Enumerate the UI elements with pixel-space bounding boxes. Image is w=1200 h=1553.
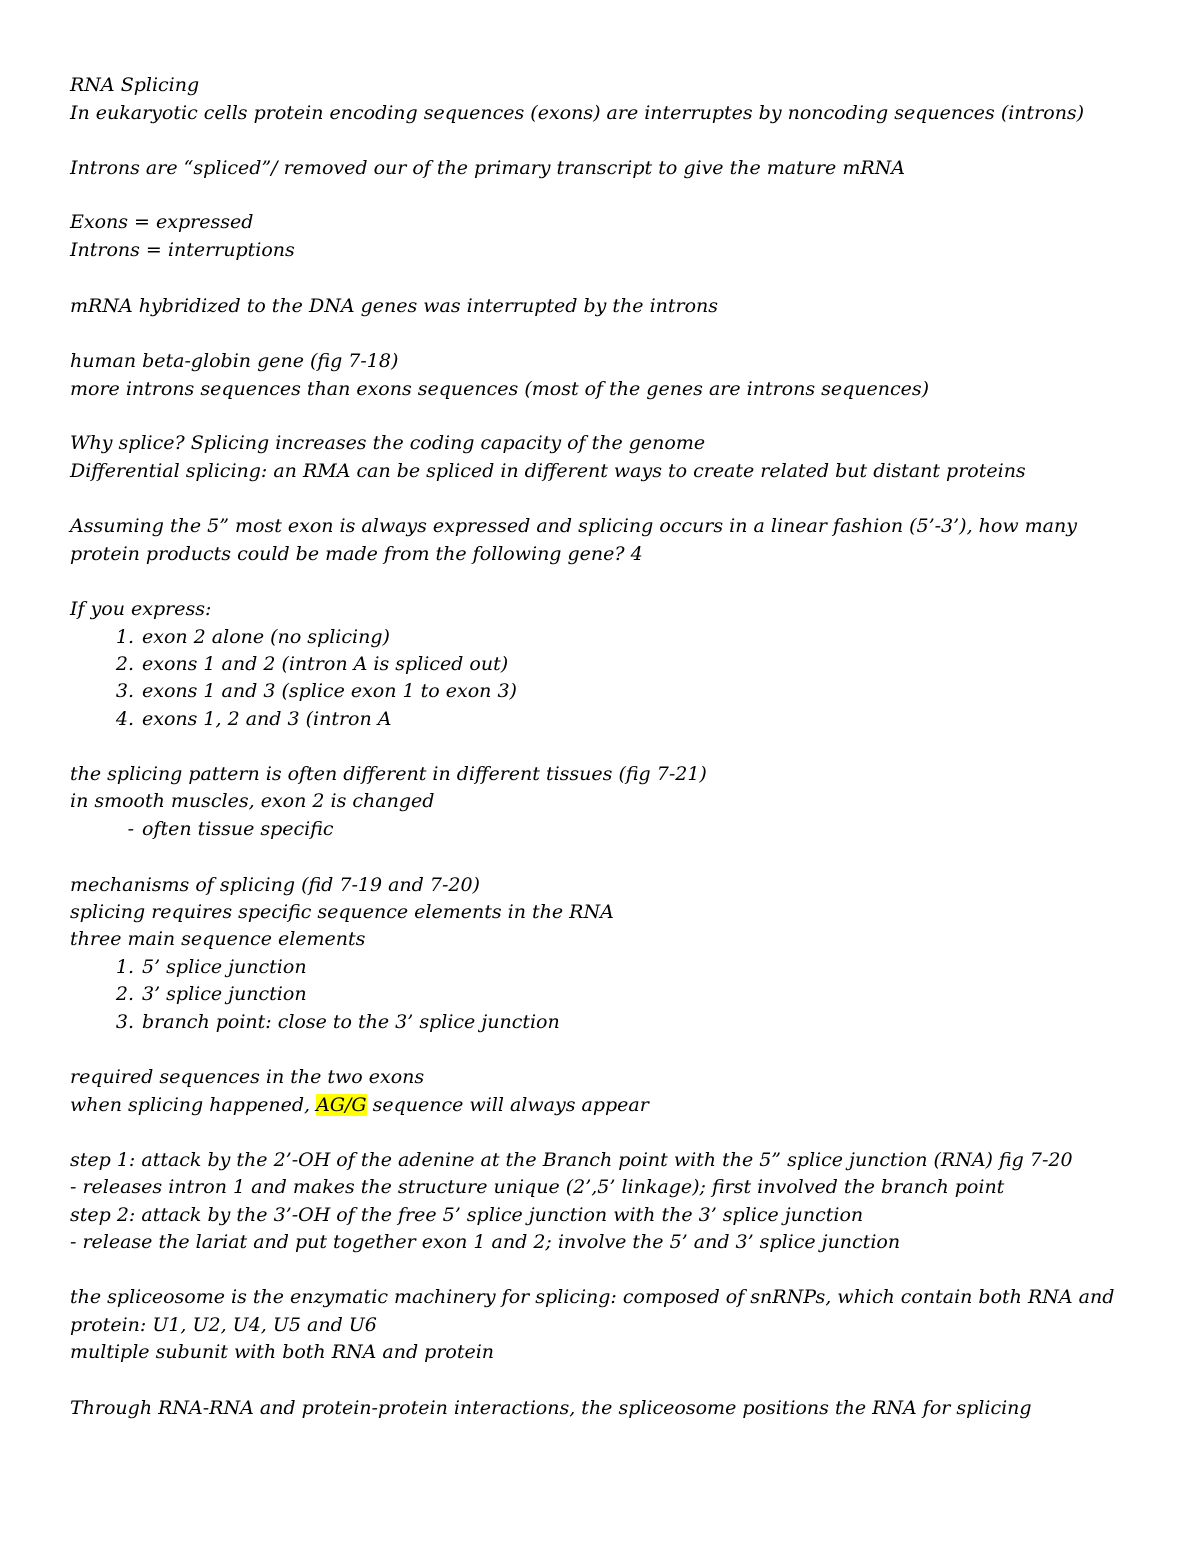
smooth-muscles-line: in smooth muscles, exon 2 is changed xyxy=(70,790,435,812)
step-1-note: - releases intron 1 and makes the structure unique (2’,5’ linkage); first involved the branch point xyxy=(70,1176,1005,1198)
when-splicing-prefix: when splicing happened, xyxy=(70,1094,317,1116)
list-item-number: 4. xyxy=(115,708,134,730)
introns-definition: Introns = interruptions xyxy=(70,239,295,261)
question-line-1: Assuming the 5” most exon is always expressed and splicing occurs in a linear fashion (5’-3’), how many xyxy=(70,515,1077,537)
list-item: 5’ splice junction xyxy=(142,956,307,978)
list-item-number: 2. xyxy=(115,653,134,675)
list-item: 3’ splice junction xyxy=(142,983,307,1005)
step-2-line: step 2: attack by the 3’-OH of the free 5’ splice junction with the 3’ splice junction xyxy=(70,1204,864,1226)
list-item: exon 2 alone (no splicing) xyxy=(142,626,390,648)
tissue-specific-item: often tissue specific xyxy=(142,818,334,840)
list-item-number: 3. xyxy=(115,680,134,702)
question-line-2: protein products could be made from the following gene? 4 xyxy=(70,543,643,565)
list-item-number: 1. xyxy=(115,956,134,978)
if-express-line: If you express: xyxy=(70,598,212,620)
intro-line: In eukaryotic cells protein encoding sequences (exons) are interruptes by noncoding sequences (introns) xyxy=(70,102,1085,124)
list-item: exons 1 and 2 (intron A is spliced out) xyxy=(142,653,509,675)
why-splice-line: Why splice? Splicing increases the coding capacity of the genome xyxy=(70,432,706,454)
list-item: exons 1, 2 and 3 (intron A xyxy=(142,708,392,730)
more-introns-line: more introns sequences than exons sequences (most of the genes are introns sequences) xyxy=(70,378,930,400)
document-title: RNA Splicing xyxy=(70,74,200,96)
splicing-pattern-line: the splicing pattern is often different in different tissues (fig 7-21) xyxy=(70,763,707,785)
highlighted-sequence: AG/G xyxy=(316,1094,367,1116)
list-item: exons 1 and 3 (splice exon 1 to exon 3) xyxy=(142,680,517,702)
multiple-subunit-line: multiple subunit with both RNA and protein xyxy=(70,1341,495,1363)
introns-spliced-line: Introns are “spliced”/ removed our of the primary transcript to give the mature mRNA xyxy=(70,157,905,179)
when-splicing-suffix: sequence will always appear xyxy=(366,1094,649,1116)
step-2-note: - release the lariat and put together exon 1 and 2; involve the 5’ and 3’ splice junction xyxy=(70,1231,901,1253)
when-splicing-line xyxy=(70,1091,649,1119)
list-item-number: 2. xyxy=(115,983,134,1005)
list-item-number: 1. xyxy=(115,626,134,648)
mechanisms-line: mechanisms of splicing (fid 7-19 and 7-20) xyxy=(70,874,480,896)
bullet-dash: - xyxy=(127,818,134,840)
exons-definition: Exons = expressed xyxy=(70,211,254,233)
required-sequences-line: required sequences in the two exons xyxy=(70,1066,425,1088)
list-item: branch point: close to the 3’ splice junction xyxy=(142,1011,560,1033)
spliceosome-line-1: the spliceosome is the enzymatic machinery for splicing: composed of snRNPs, which contain both RNA and xyxy=(70,1286,1115,1308)
three-main-line: three main sequence elements xyxy=(70,928,366,950)
mrna-hybrid-line: mRNA hybridized to the DNA genes was interrupted by the introns xyxy=(70,295,719,317)
list-item-number: 3. xyxy=(115,1011,134,1033)
spliceosome-line-2: protein: U1, U2, U4, U5 and U6 xyxy=(70,1314,377,1336)
step-1-line: step 1: attack by the 2’-OH of the adenine at the Branch point with the 5” splice junction (RNA) fig 7-20 xyxy=(70,1149,1073,1171)
requires-line: splicing requires specific sequence elements in the RNA xyxy=(70,901,614,923)
differential-line: Differential splicing: an RMA can be spliced in different ways to create related but distant proteins xyxy=(70,460,1026,482)
beta-globin-line: human beta-globin gene (fig 7-18) xyxy=(70,350,399,372)
through-line: Through RNA-RNA and protein-protein interactions, the spliceosome positions the RNA for splicing xyxy=(70,1397,1032,1419)
